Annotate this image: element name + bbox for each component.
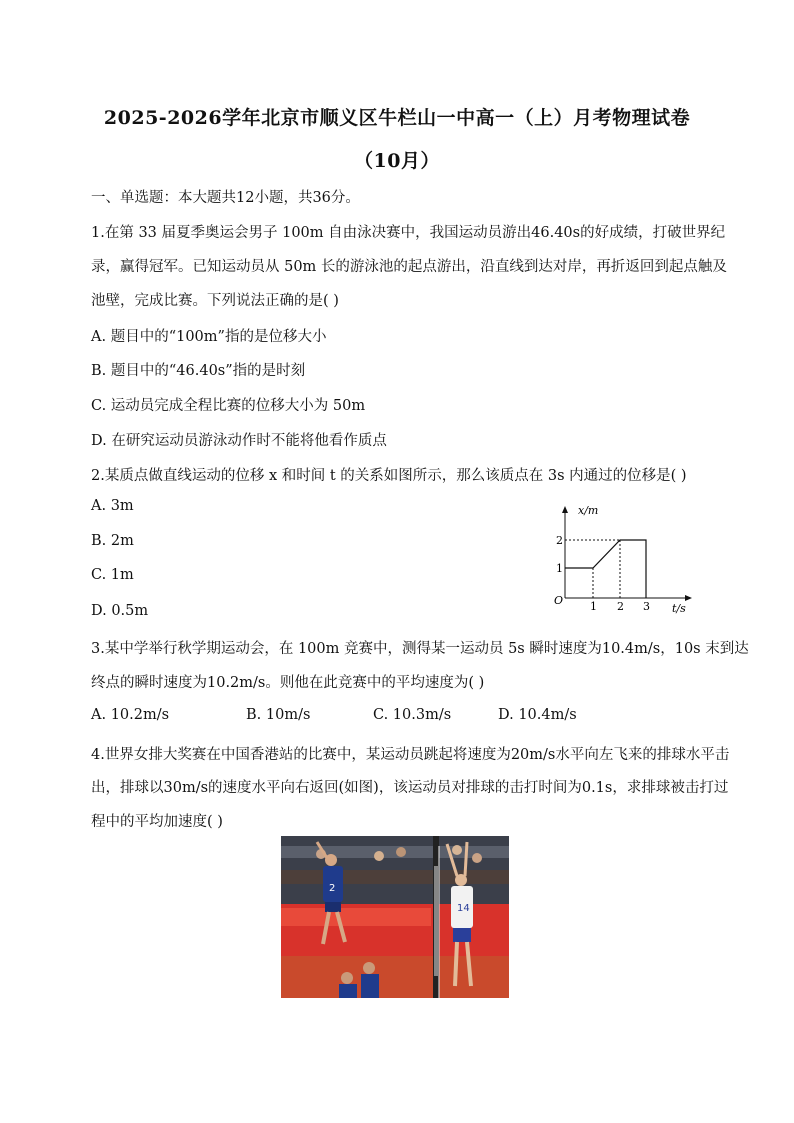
q3-line1: 3.某中学举行秋学期运动会，在 100m 竞赛中，测得某一运动员 5s 瞬时速度为10.4m/s，10s 末到达	[91, 641, 749, 657]
q1-option-d: D. 在研究运动员游泳动作时不能将他看作质点	[91, 433, 387, 449]
exam-subtitle: （10月）	[354, 150, 440, 172]
q2-option-a: A. 3m	[91, 498, 134, 514]
x-tick-3: 3	[643, 600, 650, 613]
y-tick-2: 2	[556, 534, 563, 547]
q1-option-c: C. 运动员完成全程比赛的位移大小为 50m	[91, 398, 366, 414]
q1-line1: 1.在第 33 届夏季奥运会男子 100m 自由泳决赛中，我国运动员游出46.40s的好成绩，打破世界纪	[91, 225, 726, 241]
exam-title: 2025-2026学年北京市顺义区牛栏山一中高一（上）月考物理试卷	[103, 107, 691, 129]
q4-line1: 4.世界女排大奖赛在中国香港站的比赛中，某运动员跳起将速度为20m/s水平向左飞来的排球水平击	[91, 747, 730, 763]
q1-option-b: B. 题目中的“46.40s”指的是时刻	[91, 363, 306, 379]
x-axis-label: t/s	[672, 602, 686, 615]
y-axis-label: x/m	[578, 504, 599, 517]
x-tick-1: 1	[590, 600, 597, 613]
q3-line2: 终点的瞬时速度为10.2m/s。则他在此竞赛中的平均速度为( )	[91, 675, 485, 691]
y-axis-arrow	[562, 506, 568, 513]
section-heading: 一、单选题：本大题共12小题，共36分。	[91, 190, 360, 206]
q4-line2: 出，排球以30m/s的速度水平向右返回(如图)，该运动员对排球的击打时间为0.1s，求排球被击打过	[91, 780, 729, 796]
x-axis-arrow	[685, 595, 692, 601]
q1-line2: 录，赢得冠军。已知运动员从 50m 长的游泳池的起点游出，沿直线到达对岸，再折返回到起点触及	[91, 259, 727, 275]
volleyball-photo	[281, 836, 509, 998]
x-tick-2: 2	[617, 600, 624, 613]
q3-option-d: D. 10.4m/s	[498, 707, 577, 723]
q2-option-d: D. 0.5m	[91, 603, 149, 619]
q4-line3: 程中的平均加速度( )	[91, 814, 223, 830]
x-t-line	[565, 540, 646, 598]
q2-stem: 2.某质点做直线运动的位移 x 和时间 t 的关系如图所示，那么该质点在 3s 内通过的位移是( )	[91, 468, 687, 484]
q3-option-c: C. 10.3m/s	[373, 707, 452, 723]
position-time-graph	[548, 500, 708, 620]
q1-option-a: A. 题目中的“100m”指的是位移大小	[91, 329, 327, 345]
svg-text:14: 14	[457, 903, 470, 914]
q3-option-b: B. 10m/s	[246, 707, 311, 723]
origin-label: O	[554, 594, 564, 607]
y-tick-1: 1	[556, 562, 563, 575]
q2-option-b: B. 2m	[91, 533, 134, 549]
q2-option-c: C. 1m	[91, 567, 134, 583]
q3-option-a: A. 10.2m/s	[91, 707, 170, 723]
q1-line3: 池壁，完成比赛。下列说法正确的是( )	[91, 293, 339, 309]
svg-text:2: 2	[329, 883, 336, 894]
